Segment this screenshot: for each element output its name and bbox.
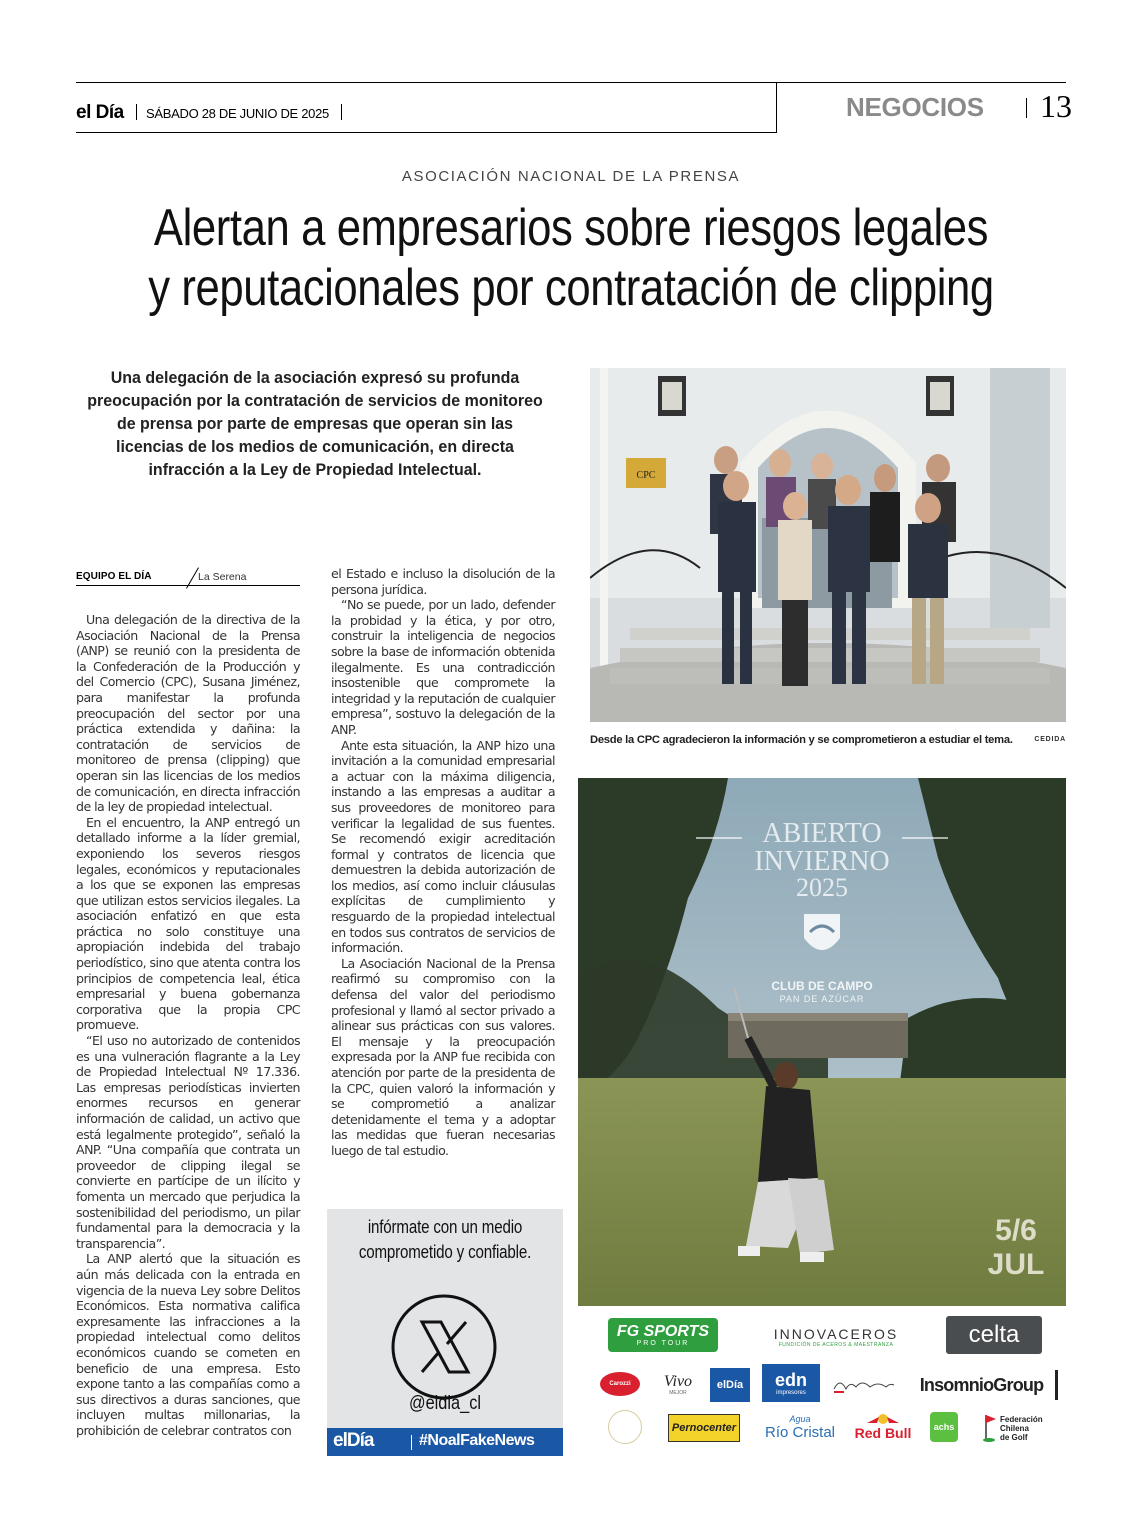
promo-footer-bar [327, 1428, 563, 1456]
promo-hashtag: #NoalFakeNews [419, 1432, 535, 1449]
sponsor-red-bull-name: Red Bull [854, 1425, 912, 1441]
article-column-1 [76, 612, 300, 1438]
paragraph: En el encuentro, la ANP entregó un detallado informe a la líder gremial, exponiendo los severos riesgos legales, económicos y reputacionales a los que se exponen las empresas que utilizan estos servicios ilegales. La asociación enfatizó en que esta práctica no solo constituye una apropiación indebida del trabajo periodístico, sino que atenta contra los principios de competencia leal, ética empresarial y buena gobernanza corporativa que la propia CPC promueve. [76, 814, 300, 1033]
ad-title-line-1: ABIERTO [762, 818, 882, 849]
sponsor-fg-sports [608, 1318, 718, 1352]
headline-line-1: Alertan a empresarios sobre riesgos legales [153, 199, 989, 257]
paragraph: Una delegación de la directiva de la Asociación Nacional de la Prensa (ANP) se reunió con la presidenta de la Confederación de la Producción y del Comercio (CPC), Susana Jiménez, para manifestar la profunda preocupación del sector por una práctica extendida y dañina: la contratación de servicios de monitoreo de prensa (clipping) que operan sin las licencias de los medios de comunicación, en directa infracción de la ley de propiedad intelectual. [76, 612, 300, 815]
sponsor-rio-cristal [760, 1410, 840, 1444]
sponsor-celta-name: celta [968, 1321, 1020, 1348]
photo-caption [590, 734, 1066, 746]
ad-title-line-3: 2025 [796, 873, 848, 902]
article-column-2 [331, 566, 555, 1159]
page-number: 13 [1040, 88, 1072, 124]
signature-logo-icon [832, 1375, 896, 1395]
header-rule [76, 82, 1066, 83]
promo-text [346, 1215, 544, 1265]
header-separator [341, 104, 342, 120]
sponsor-eldia [710, 1368, 750, 1402]
sponsor-edn [762, 1364, 820, 1402]
x-logo-icon [389, 1292, 499, 1402]
header-separator [136, 104, 137, 120]
sponsor-fg-sports-name: FG SPORTS [616, 1322, 710, 1340]
paragraph: “No se puede, por un lado, defender la probidad y la ética, y por otro, construir la inteligencia de negocios sobre la base de información obtenida ilegalmente. Es una contradicción insostenible que compromete la integridad y la reputación de cualquier empresa”, sostuvo la delegación de la ANP. [331, 597, 555, 737]
article-lede: Una delegación de la asociación expresó su profunda preocupación por la contratación de servicios de monitoreo de prensa por parte de empresas que operan sin las licencias de los medios de comunicación, en directa infracción a la Ley de Propiedad Intelectual. [87, 368, 543, 479]
sponsor-signature-logo [828, 1372, 900, 1398]
sponsor-red-bull [848, 1410, 918, 1444]
red-bull-icon [865, 1413, 901, 1425]
sponsor-fg-sports-sub: PRO TOUR [636, 1339, 690, 1347]
sponsor-logos [578, 1306, 1066, 1448]
ad-title-line-2: INVIERNO [754, 846, 890, 877]
promo-bar-separator [411, 1435, 412, 1450]
sponsor-celta [946, 1316, 1042, 1354]
sponsor-vivo-sub: MEJOR [669, 1390, 687, 1396]
sponsor-pernocenter [668, 1414, 740, 1442]
x-promo-box [327, 1209, 563, 1456]
paragraph: La ANP alertó que la situación es aún más delicada con la entrada en vigencia de la nueva Ley sobre Delitos Económicos. Esta normativa califica expresamente las infracciones a la propiedad intelectual como delitos económicos cuando se cometen en beneficio de una empresa. Esto expone tanto a las compañías como a sus directivos a duras sanciones, que incluyen multas millonarias, la prohibición de celebrar contratos con [76, 1251, 300, 1438]
sponsor-edn-name: edn [774, 1369, 807, 1390]
club-name: CLUB DE CAMPO [771, 979, 873, 993]
header-rule-bottom [76, 132, 776, 133]
paragraph-continuation: el Estado e incluso la disolución de la persona jurídica. [331, 566, 555, 597]
sponsor-rio-cristal-name: Río Cristal [764, 1423, 835, 1441]
paragraph: “El uso no autorizado de contenidos es una vulneración flagrante a la Ley de Propiedad Intelectual Nº 17.336. Las empresas periodísticas invierten enormes recursos en generar información de calidad, un activo que está legalmente protegido”, señaló la ANP. “Una compañía que contrata un proveedor de clipping ilegal se convierte en partícipe de un ilícito y fomenta un mercado que perjudica la sostenibilidad del periodismo, un pilar fundamental para la democracia y la transparencia”. [76, 1033, 300, 1251]
article-headline [142, 198, 1000, 318]
header-separator [1026, 98, 1027, 118]
issue-date: SÁBADO 28 DE JUNIO DE 2025 [146, 106, 329, 121]
sponsor-emblem-icon [608, 1410, 642, 1444]
x-handle[interactable]: @eldia_cl [409, 1393, 481, 1414]
sponsor-pernocenter-name: Pernocenter [671, 1422, 737, 1434]
photo-credit: CEDIDA [1034, 736, 1066, 743]
promo-text-line-1: infórmate con un medio [367, 1217, 523, 1237]
sponsor-vivo-name: Vivo [663, 1373, 693, 1390]
sponsor-federacion-line-1: Federación [1000, 1414, 1043, 1424]
sponsor-achs [930, 1412, 958, 1442]
paragraph: Ante esta situación, la ANP hizo una invitación a la comunidad empresarial a actuar con la máxima diligencia, instando a las empresas a auditar a sus proveedores de monitoreo para verificar la legalidad de sus fuentes. Se recomendó exigir acreditación formal y contratos de licencia que demuestren la debida autorización de los medios, así como incluir cláusulas explícitas de cumplimiento y resguardo de la propiedad intelectual en todos sus contratos de servicios de información. [331, 737, 555, 956]
byline-place: La Serena [198, 571, 247, 583]
group-photo-illustration [590, 368, 1066, 722]
photo-sign-text: CPC [636, 470, 656, 481]
paragraph: La Asociación Nacional de la Prensa reafirmó su compromiso con la defensa del valor del periodismo profesional y llamó al sector privado a alinear sus prácticas con sus valores. El mensaje y la preocupación expresada por la ANP fue recibida con atención por parte de la presidenta de la CPC, quien valoró la información y se comprometió a analizar detenidamente el tema y a adoptar las medidas que fueran necesarias luego de tal estudio. [331, 955, 555, 1158]
article-photo [590, 368, 1066, 722]
masthead-brand: el Día [76, 102, 124, 123]
club-place: PAN DE AZÚCAR [779, 994, 865, 1004]
sponsor-vivo [656, 1370, 700, 1400]
byline [76, 568, 300, 586]
sponsor-agua-label: Agua [789, 1413, 811, 1424]
sponsor-eldia-name: elDía [716, 1379, 744, 1391]
sponsor-insomnio-name: InsomnioGroup [919, 1374, 1044, 1395]
promo-bar-logo: elDía [333, 1430, 374, 1451]
sponsor-edn-sub: impresores [776, 1389, 806, 1396]
ad-dates-line-1: 5/6 [995, 1214, 1037, 1247]
sponsor-insomnio-group [908, 1370, 1058, 1400]
sponsor-innovaceros-sub: FUNDICIÓN DE ACEROS & MAESTRANZA [778, 1342, 894, 1348]
golf-ad-artwork [578, 778, 1066, 1306]
byline-author: EQUIPO EL DÍA [76, 571, 152, 582]
sponsor-innovaceros [756, 1322, 916, 1352]
sponsor-carozzi-name: Carozzi [609, 1381, 631, 1387]
section-name: NEGOCIOS [846, 92, 984, 122]
golf-tournament-ad [578, 778, 1066, 1306]
sponsor-carozzi [600, 1372, 640, 1396]
headline-line-2: y reputacionales por contratación de clipping [148, 259, 994, 317]
sponsor-innovaceros-name: INNOVACEROS [773, 1326, 899, 1342]
ad-dates-line-2: JUL [987, 1248, 1045, 1281]
sponsor-federacion-golf [982, 1410, 1062, 1446]
byline-divider [186, 567, 199, 588]
sponsor-federacion-line-2: Chilena [1000, 1423, 1029, 1433]
golf-flag-icon [982, 1413, 998, 1443]
sponsor-federacion-text [1000, 1415, 1043, 1442]
sponsor-federacion-line-3: de Golf [1000, 1432, 1028, 1442]
article-kicker: ASOCIACIÓN NACIONAL DE LA PRENSA [401, 168, 741, 185]
promo-text-line-2: comprometido y confiable. [358, 1242, 532, 1262]
header-divider [776, 82, 777, 133]
caption-text: Desde la CPC agradecieron la información y se comprometieron a estudiar el tema. [590, 734, 1013, 746]
sponsor-achs-name: achs [933, 1422, 955, 1432]
